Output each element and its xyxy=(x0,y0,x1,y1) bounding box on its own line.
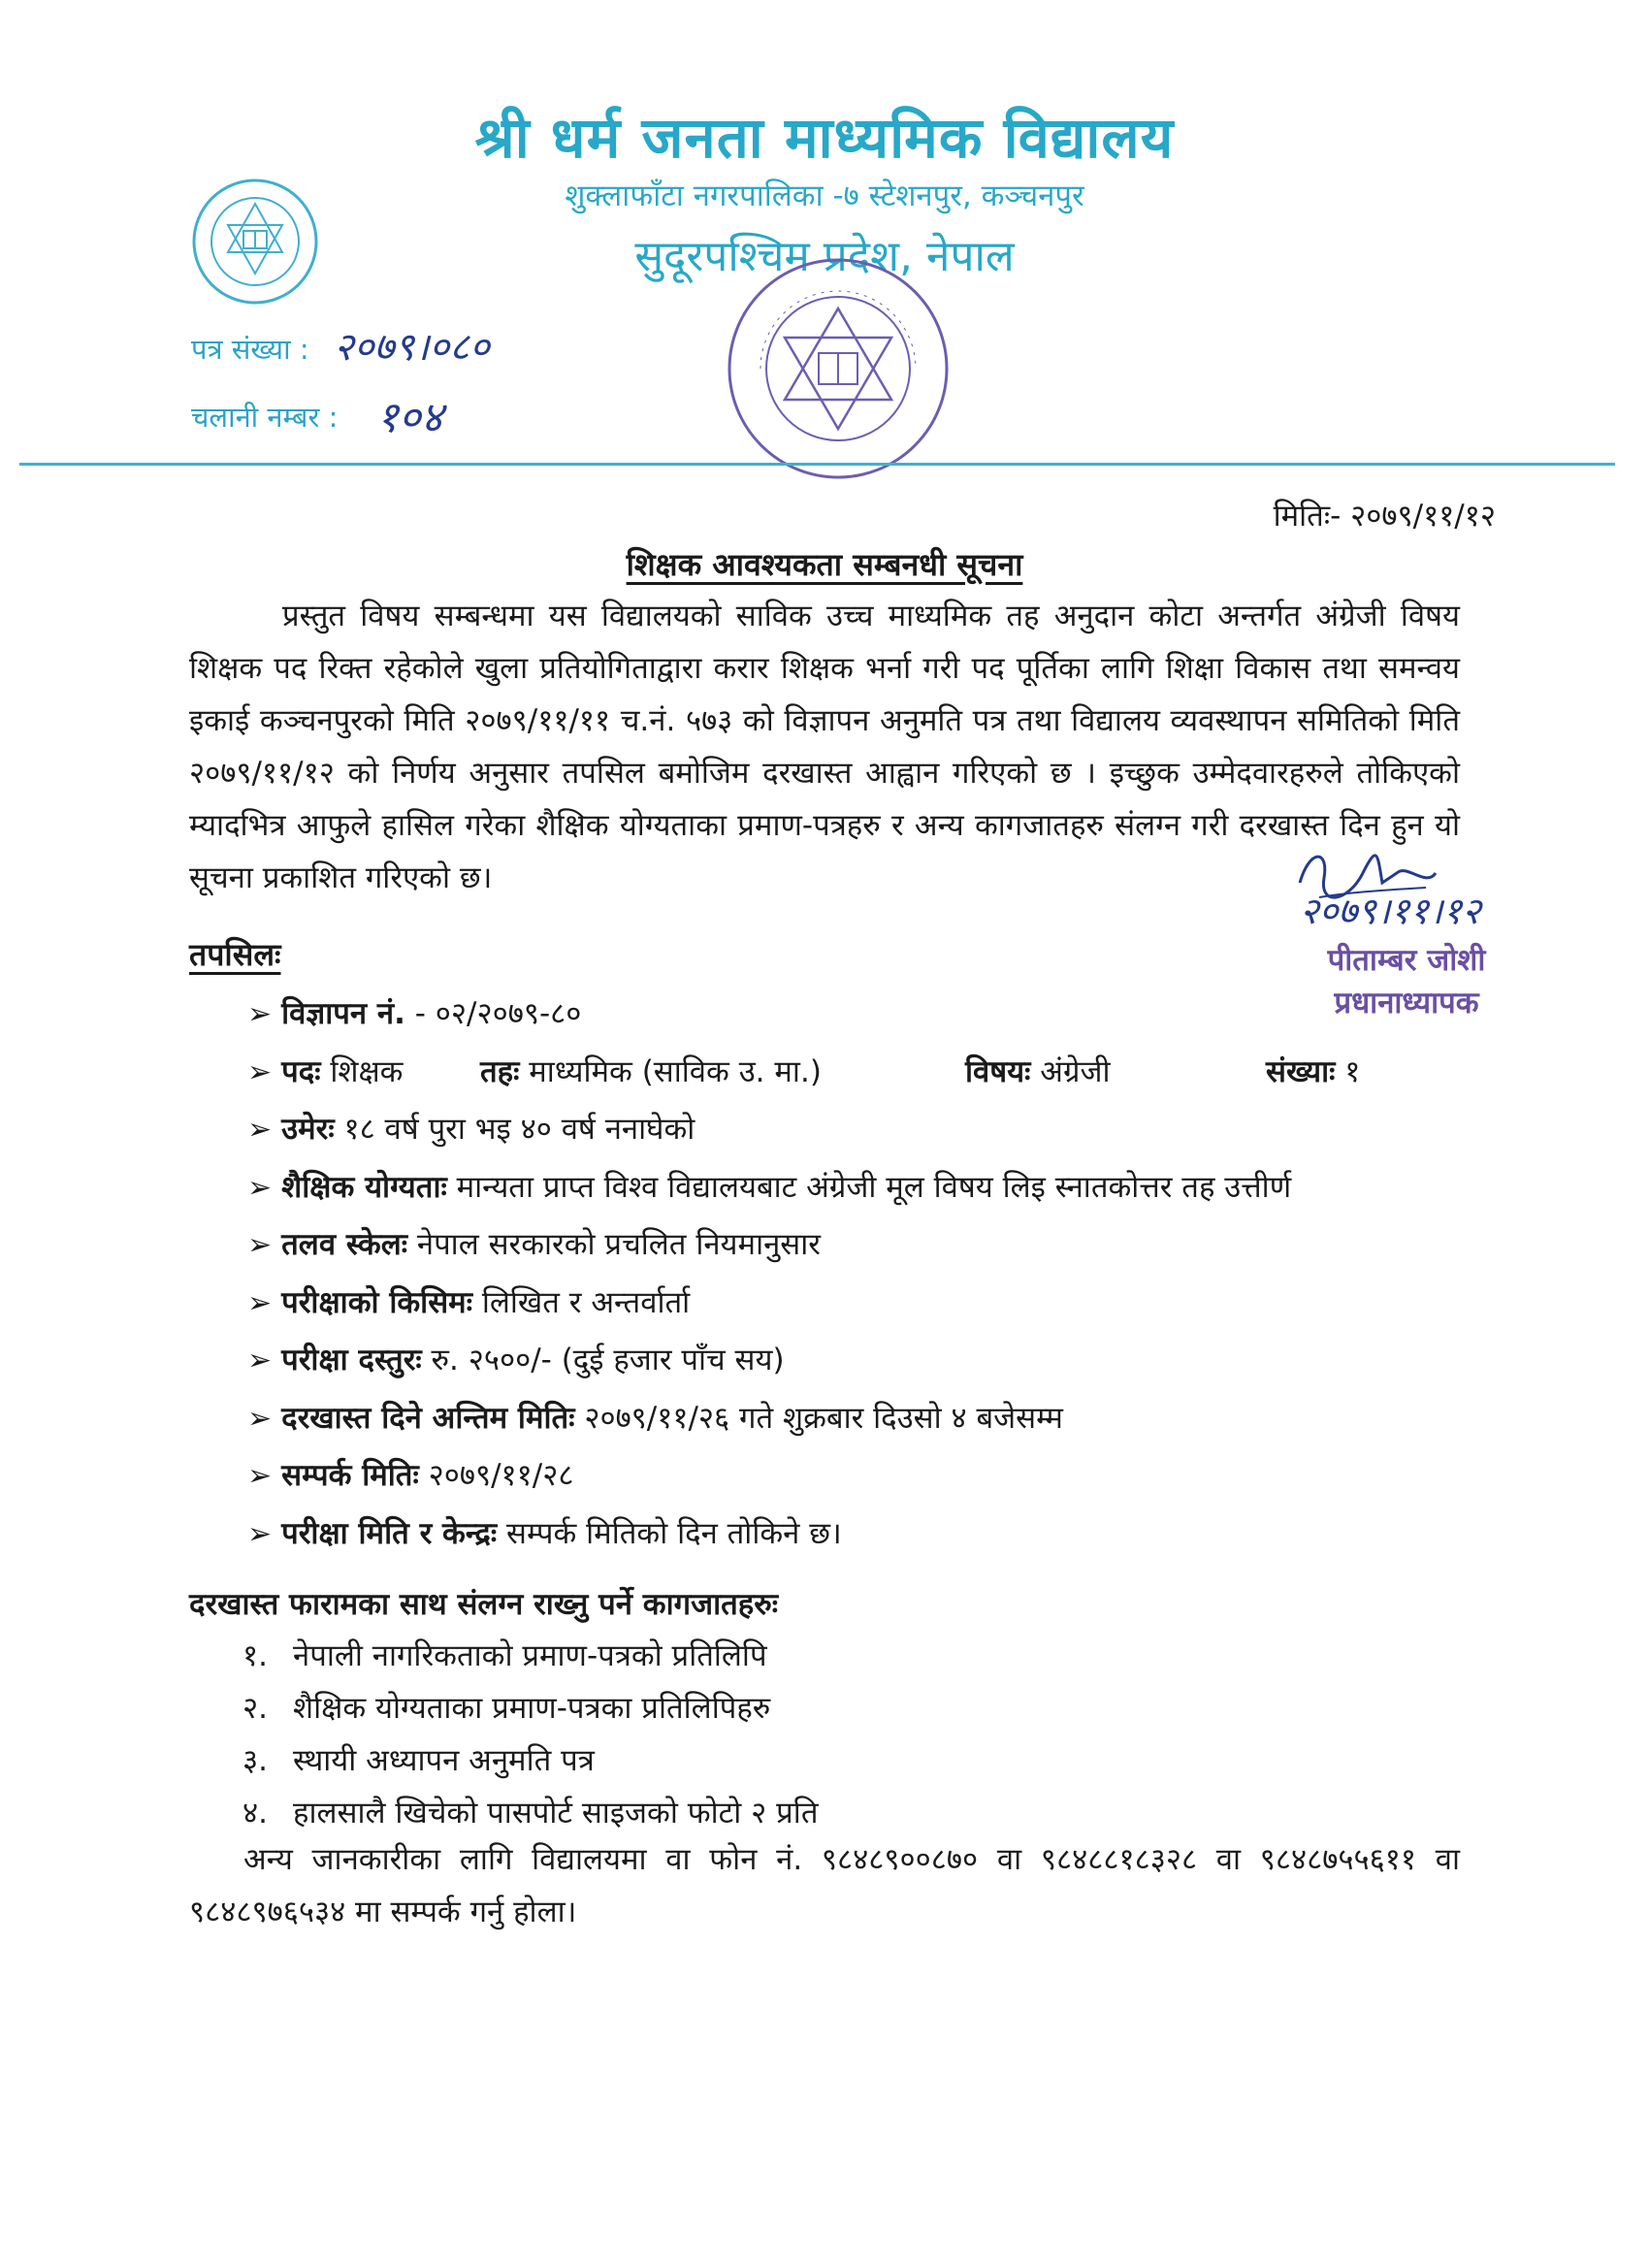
list-item xyxy=(247,1044,1508,1102)
talab-label: तलव स्केलः xyxy=(281,1227,408,1262)
arrow-bullet-icon: ➢ xyxy=(247,997,273,1031)
arrow-bullet-icon: ➢ xyxy=(247,1344,273,1377)
doc-text: नेपाली नागरिकताको प्रमाण-पत्रको प्रतिलिपि xyxy=(293,1638,767,1673)
dastur-value: रु. २५००/- (दुई हजार पाँच सय) xyxy=(421,1343,785,1377)
arrow-bullet-icon: ➢ xyxy=(247,1516,273,1551)
antim-value: २०७९/११/२६ गते शुक्रबार दिउसो ४ बजेसम्म xyxy=(574,1400,1063,1436)
patra-sankhya-label: पत्र संख्या : xyxy=(191,333,309,366)
tapsil-list xyxy=(247,986,1508,1563)
yogyata-value: मान्यता प्राप्त विश्व विद्यालयबाट अंग्रेजी मूल विषय लिइ स्नातकोत्तर तह उत्तीर्ण xyxy=(446,1169,1292,1205)
list-item xyxy=(247,1159,1508,1217)
kisim-label: परीक्षाको किसिमः xyxy=(281,1284,472,1320)
vigyapan-value: - ०२/२०७९-८० xyxy=(404,996,582,1031)
list-item xyxy=(247,1447,1508,1506)
contact-section xyxy=(189,1833,1460,1938)
doc-number: २. xyxy=(242,1691,268,1726)
documents-list xyxy=(242,1630,818,1839)
doc-number: ४. xyxy=(242,1796,268,1831)
dastur-label: परीक्षा दस्तुरः xyxy=(281,1343,422,1377)
arrow-bullet-icon: ➢ xyxy=(247,1401,273,1436)
sankhya-label: संख्याः xyxy=(1266,1053,1336,1089)
school-seal-icon xyxy=(722,252,954,485)
doc-text: स्थायी अध्यापन अनुमति पत्र xyxy=(293,1743,595,1778)
sampark-value: २०७९/११/२८ xyxy=(418,1458,574,1493)
bishay-value: अंग्रेजी xyxy=(1030,1053,1111,1089)
arrow-bullet-icon: ➢ xyxy=(247,1054,273,1089)
arrow-bullet-icon: ➢ xyxy=(247,1113,273,1147)
documents-heading: दरखास्त फारामका साथ संलग्न राख्नु पर्ने कागजातहरुः xyxy=(189,1587,779,1622)
principal-name: पीताम्बर जोशी xyxy=(1327,943,1486,978)
chalani-number-label: चलानी नम्बर : xyxy=(191,401,339,434)
arrow-bullet-icon: ➢ xyxy=(247,1170,273,1205)
list-item xyxy=(247,1506,1508,1564)
doc-text: हालसालै खिचेको पासपोर्ट साइजको फोटो २ प्रति xyxy=(293,1796,819,1831)
talab-value: नेपाल सरकारको प्रचलित नियमानुसार xyxy=(407,1227,821,1262)
arrow-bullet-icon: ➢ xyxy=(247,1228,273,1262)
header-divider xyxy=(19,463,1615,466)
list-item xyxy=(247,1101,1508,1159)
list-item xyxy=(242,1682,818,1734)
list-item xyxy=(247,1332,1508,1390)
tapsil-heading: तपसिलः xyxy=(189,936,281,973)
antim-label: दरखास्त दिने अन्तिम मितिः xyxy=(281,1400,575,1436)
arrow-bullet-icon: ➢ xyxy=(247,1459,273,1493)
principal-title: प्रधानाध्यापक xyxy=(1334,986,1479,1021)
pad-label: पदः xyxy=(281,1053,321,1089)
notice-date: मितिः- २०७९/११/१२ xyxy=(1273,499,1496,534)
doc-number: ३. xyxy=(242,1743,268,1778)
list-item xyxy=(247,1390,1508,1448)
contact-text: अन्य जानकारीका लागि विद्यालयमा वा फोन नं. ९८४८९००८७० वा ९८४८८१८३२८ वा ९८४८७५५६११ वा ९८४८९७६५३४ मा सम्पर्क गर्नु होला। xyxy=(189,1842,1460,1929)
sankhya-value: १ xyxy=(1335,1053,1361,1089)
pad-value: शिक्षक xyxy=(320,1053,404,1089)
school-address: शुक्लाफाँटा नगरपालिका -७ स्टेशनपुर, कञ्चनपुर xyxy=(565,178,1084,213)
umer-label: उमेरः xyxy=(281,1112,335,1147)
school-logo-icon xyxy=(190,177,320,307)
doc-number: १. xyxy=(242,1638,268,1673)
umer-value: १८ वर्ष पुरा भइ ४० वर्ष ननाघेको xyxy=(334,1112,695,1147)
kendra-label: परीक्षा मिति र केन्द्रः xyxy=(281,1515,498,1551)
sankhya-field xyxy=(1266,1044,1360,1102)
list-item xyxy=(242,1734,818,1787)
notice-body-text: प्रस्तुत विषय सम्बन्धमा यस विद्यालयको साविक उच्च माध्यमिक तह अनुदान कोटा अन्तर्गत अंग्रेजी विषय शिक्षक पद रिक्त रहेकोले खुला प्रतियोगिताद्वारा करार शिक्षक भर्ना गरी पद पूर्तिका लागि शिक्षा विकास तथा समन्वय इकाई कञ्चनपुरको मिति २०७९/११/११ च.नं. ५७३ को विज्ञापन अनुमति पत्र तथा विद्यालय व्यवस्थापन समितिको मिति २०७९/११/१२ को निर्णय अनुसार तपसिल बमोजिम दरखास्त आह्वान गरिएको छ । इच्छुक उम्मेदवारहरुले तोकिएको म्यादभित्र आफुले हासिल गरेका शैक्षिक योग्यताका प्रमाण-पत्रहरु र अन्य कागजातहरु संलग्न गरी दरखास्त दिन हुन यो सूचना प्रकाशित गरिएको छ। xyxy=(189,599,1460,895)
list-item xyxy=(247,1216,1508,1275)
bishay-field xyxy=(965,1044,1111,1102)
tah-label: तहः xyxy=(480,1053,520,1089)
notice-body xyxy=(189,590,1460,904)
notice-heading: शिक्षक आवश्यकता सम्बनधी सूचना xyxy=(626,546,1023,583)
list-item xyxy=(247,1275,1508,1333)
kisim-value: लिखित र अन्तर्वार्ता xyxy=(471,1284,691,1320)
list-item xyxy=(242,1630,818,1682)
sampark-label: सम्पर्क मितिः xyxy=(281,1458,419,1493)
tah-value: माध्यमिक (साविक उ. मा.) xyxy=(519,1053,822,1089)
doc-text: शैक्षिक योग्यताका प्रमाण-पत्रका प्रतिलिपिहरु xyxy=(293,1691,771,1726)
chalani-number-value: १०४ xyxy=(376,393,443,442)
signature-date: २०७९।११।१२ xyxy=(1300,890,1481,932)
yogyata-label: शैक्षिक योग्यताः xyxy=(281,1169,447,1205)
patra-sankhya-value: २०७९।०८० xyxy=(334,325,490,370)
vigyapan-label: विज्ञापन नं. xyxy=(281,996,405,1031)
tah-field xyxy=(480,1044,822,1102)
school-province: सुदूरपश्चिम प्रदेश, नेपाल xyxy=(634,232,1015,281)
school-name: श्री धर्म जनता माध्यमिक विद्यालय xyxy=(474,105,1175,171)
list-item xyxy=(247,986,1508,1044)
arrow-bullet-icon: ➢ xyxy=(247,1285,273,1320)
kendra-value: सम्पर्क मितिको दिन तोकिने छ। xyxy=(497,1515,842,1551)
bishay-label: विषयः xyxy=(965,1053,1031,1089)
list-item xyxy=(242,1787,818,1839)
